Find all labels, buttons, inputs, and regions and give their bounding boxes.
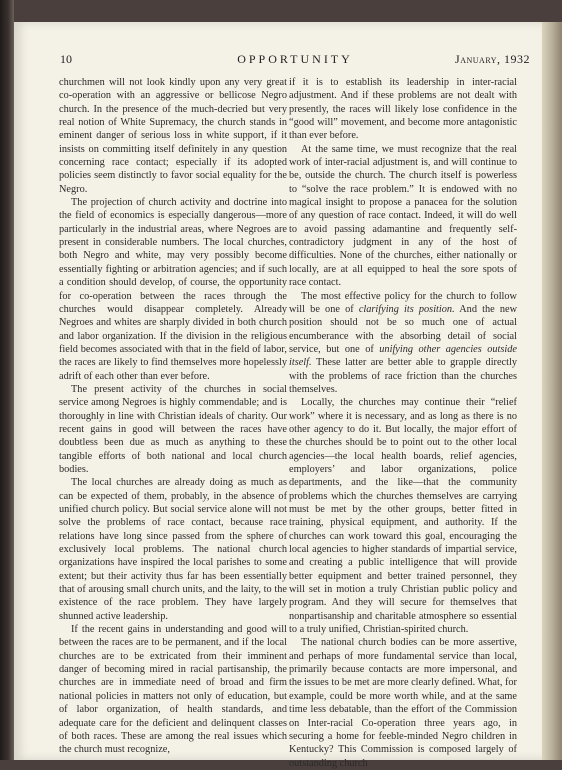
- emphasis-text: unifying other agencies outside itself.: [289, 343, 517, 369]
- paragraph-with-emphasis: [289, 290, 517, 397]
- running-header: [60, 52, 530, 68]
- paragraph: If the recent gains in understanding and good will between the races are to be permanent, and if the local churches are to be extricated from their imminent danger of becoming mired in racial partisanship, the churches are in immediate need of broad and firm national policies in matters not only of education, but of labor organization, of health standards, and adequate care for the deficient and delinquent classes of both races. These are among the real issues which the church must recognize,: [59, 624, 287, 756]
- paragraph: The local churches are already doing as much as can be expected of them, probably, in the absence of unified church policy. But social service alone will not solve the problems of race contact, because race relations have long since passed from the sphere of exclusively local problems. The national church organizations have inspired the local parishes to some extent; but their activity thus far has been essentially that of arousing small church units, and the laity, to the existence of the race problem. They have largely shunned active leadership.: [59, 477, 287, 622]
- paragraph: churchmen will not look kindly upon any very great co-operation with an aggressive or bellicose Negro church. In the presence of the much-decried but very real notion of White Supremacy, the church stands in eminent danger of serious loss in white support, if it insists on committing itself definitely in any question concerning race contact; especially if its adopted policies seem distinctly to favor social equality for the Negro.: [59, 77, 287, 195]
- paragraph: At the same time, we must recognize that the real work of inter-racial adjustment is, and will continue to be, outside the church. The church itself is powerless to “solve the race problem.” It is endowed with no magical insight to propose a panacea for the solution of any question of race contact. Indeed, it will do well to avoid passing adamantine and frequently self-contradictory judgment in any of the host of difficulties. None of the churches, either nationally or locally, are at all equipped to heal the sore spots of race contact.: [289, 143, 517, 289]
- left-column: [59, 76, 287, 757]
- page-number: 10: [60, 52, 72, 66]
- page-edge: [542, 22, 562, 760]
- text-run: And the new position should not be so much one of actual encumberance with the absorbing detail of social service, but one of: [289, 303, 518, 355]
- paragraph: The projection of church activity and doctrine into the field of economics is especially dangerous—more particularly in the industrial areas, where Negroes are present in considerable numbers. The local churches, both Negro and white, may very possibly become essentially fighting or arbitration agencies; and if such a condition should develop, of course, the opportunity for co-operation between the races through the churches would disappear completely. Already Negroes and whites are sharply divided in both church and labor organization. If the division in the religious field becomes associated with that in the field of labor, the races are likely to find themselves more hopelessly adrift of each other than ever before.: [59, 197, 287, 382]
- paragraph: The present activity of the churches in social service among Negroes is highly commendable; and is thoroughly in line with Christian ideals of charity. Our recent gains in good will between the races have doubtless been due as much as anything to these tangible efforts of both national and local church bodies.: [59, 383, 287, 475]
- text-run: The most effective policy for the church to follow will be one of: [289, 290, 517, 315]
- right-column: [289, 76, 517, 770]
- issue-date: January, 1932: [455, 52, 530, 66]
- paragraph: Locally, the churches may continue their “relief work” where it is necessary, and as long as there is no other agency to do it. But locally, the major effort of the churches should be to point out to the other local agencies—the local health boards, relief agencies, employers’ and labor organizations, police departments, and the like—that the community problems which the churches themselves are carrying must be met by the other groups, better fitted in training, physical equipment, and authority. If the churches can work toward this goal, encouraging the local agencies to higher standards of impartial service, and creating a public intelligence that will provide better equipment and better trained personnel, they will set in motion a truly Christian public policy and program. And they will secure for themselves that nonpartisanship and charitable atmosphere so essential to a truly unified, Christian-spirited church.: [289, 397, 517, 636]
- background-band: [14, 0, 562, 22]
- text-run: These latter are better able to grapple directly with the problems of race friction than the churches themselves.: [289, 357, 517, 395]
- paragraph: The national church bodies can be more assertive, and perhaps of more fundamental service than local, primarily because contacts are more impersonal, and the issues to be met are more clearly defined. What, for example, could be more worth while, and at the same time less debatable, than the effort of the Commission on Inter-racial Co-operation three years ago, in securing a home for feeble-minded Negro children in Kentucky? This Commission is composed largely of outstanding church: [289, 637, 517, 769]
- book-spine: [0, 0, 14, 760]
- emphasis-text: clarifying its position.: [358, 303, 455, 315]
- journal-title: OPPORTUNITY: [237, 52, 353, 66]
- paragraph: if it is to establish its leadership in inter-racial adjustment. And if these problems are not dealt with presently, the races will likely lose confidence in the “good will” movement, and become more antagonistic than ever before.: [289, 77, 517, 142]
